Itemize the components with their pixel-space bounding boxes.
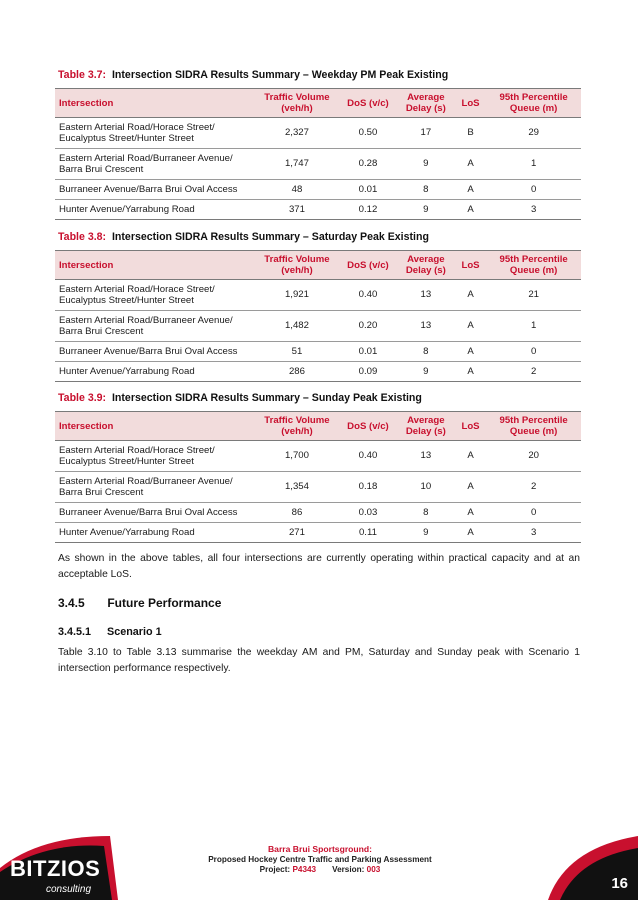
cell-95th-queue: 0 [486,180,581,200]
cell-intersection: Burraneer Avenue/Barra Brui Oval Access [55,180,255,200]
subsection-number: 3.4.5.1 [58,626,92,638]
cell-intersection: Hunter Avenue/Yarrabung Road [55,200,255,220]
table-title: Intersection SIDRA Results Summary – Saturday Peak Existing [111,231,429,243]
cell-los: A [455,180,487,200]
cell-dos: 0.01 [339,180,397,200]
header-average-delay: Average Delay (s) [397,412,455,441]
cell-dos: 0.40 [339,280,397,311]
cell-average-delay: 9 [397,523,455,543]
header-95th-queue: 95th Percentile Queue (m) [486,251,581,280]
section-title: Future Performance [107,596,222,610]
cell-traffic-volume: 1,747 [255,149,339,180]
header-intersection: Intersection [55,412,255,441]
cell-dos: 0.40 [339,441,397,472]
cell-95th-queue: 0 [486,503,581,523]
cell-los: A [455,362,487,382]
table-label: Table 3.7: [58,69,107,81]
table-title: Intersection SIDRA Results Summary – Sunday Peak Existing [111,392,422,404]
company-logo-subtext: consulting [46,884,92,895]
table-label: Table 3.9: [58,392,107,404]
cell-traffic-volume: 48 [255,180,339,200]
section-number: 3.4.5 [58,596,85,610]
header-traffic-volume: Traffic Volume (veh/h) [255,251,339,280]
cell-95th-queue: 1 [486,149,581,180]
cell-average-delay: 8 [397,180,455,200]
cell-average-delay: 13 [397,311,455,342]
footer-report-title: Proposed Hockey Centre Traffic and Parking Assessment [208,854,432,864]
header-dos: DoS (v/c) [339,89,397,118]
cell-95th-queue: 2 [486,472,581,503]
cell-average-delay: 9 [397,362,455,382]
cell-intersection: Eastern Arterial Road/Horace Street/ Eucalyptus Street/Hunter Street [55,441,255,472]
cell-traffic-volume: 286 [255,362,339,382]
footer-project-name: Barra Brui Sportsground: [267,844,373,854]
cell-los: A [455,441,487,472]
cell-traffic-volume: 1,482 [255,311,339,342]
cell-traffic-volume: 371 [255,200,339,220]
cell-traffic-volume: 271 [255,523,339,543]
cell-los: A [455,523,487,543]
cell-traffic-volume: 1,921 [255,280,339,311]
header-los: LoS [455,89,487,118]
header-95th-queue: 95th Percentile Queue (m) [486,89,581,118]
cell-intersection: Hunter Avenue/Yarrabung Road [55,523,255,543]
header-los: LoS [455,412,487,441]
cell-intersection: Eastern Arterial Road/Horace Street/ Eucalyptus Street/Hunter Street [55,118,255,149]
cell-los: A [455,503,487,523]
cell-los: B [455,118,487,149]
cell-average-delay: 8 [397,342,455,362]
cell-intersection: Eastern Arterial Road/Burraneer Avenue/ Barra Brui Crescent [55,311,255,342]
cell-dos: 0.03 [339,503,397,523]
cell-average-delay: 13 [397,280,455,311]
footer-project-version: Project: P4343 Version: 003 [259,865,381,874]
header-intersection: Intersection [55,89,255,118]
table-label: Table 3.8: [58,231,107,243]
cell-los: A [455,311,487,342]
cell-dos: 0.11 [339,523,397,543]
cell-average-delay: 10 [397,472,455,503]
cell-traffic-volume: 1,700 [255,441,339,472]
cell-intersection: Eastern Arterial Road/Horace Street/ Eucalyptus Street/Hunter Street [55,280,255,311]
header-95th-queue: 95th Percentile Queue (m) [486,412,581,441]
cell-95th-queue: 20 [486,441,581,472]
cell-95th-queue: 3 [486,200,581,220]
cell-dos: 0.12 [339,200,397,220]
cell-los: A [455,342,487,362]
company-logo: BITZIOS [10,856,101,881]
header-traffic-volume: Traffic Volume (veh/h) [255,412,339,441]
cell-traffic-volume: 51 [255,342,339,362]
cell-intersection: Hunter Avenue/Yarrabung Road [55,362,255,382]
cell-los: A [455,149,487,180]
cell-95th-queue: 1 [486,311,581,342]
cell-los: A [455,200,487,220]
cell-dos: 0.20 [339,311,397,342]
cell-95th-queue: 3 [486,523,581,543]
header-traffic-volume: Traffic Volume (veh/h) [255,89,339,118]
header-average-delay: Average Delay (s) [397,251,455,280]
cell-average-delay: 13 [397,441,455,472]
cell-intersection: Eastern Arterial Road/Burraneer Avenue/ Barra Brui Crescent [55,149,255,180]
cell-dos: 0.01 [339,342,397,362]
cell-dos: 0.50 [339,118,397,149]
cell-95th-queue: 29 [486,118,581,149]
cell-average-delay: 9 [397,200,455,220]
cell-average-delay: 9 [397,149,455,180]
header-dos: DoS (v/c) [339,412,397,441]
subsection-title: Scenario 1 [107,626,162,638]
cell-intersection: Eastern Arterial Road/Burraneer Avenue/ Barra Brui Crescent [55,472,255,503]
cell-traffic-volume: 1,354 [255,472,339,503]
body-paragraph: Table 3.10 to Table 3.13 summarise the weekday AM and PM, Saturday and Sunday peak with Scenario 1 intersection performance respectively. [58,647,580,674]
cell-average-delay: 8 [397,503,455,523]
footer-info [150,844,490,876]
cell-traffic-volume: 2,327 [255,118,339,149]
header-dos: DoS (v/c) [339,251,397,280]
cell-95th-queue: 2 [486,362,581,382]
page-number: 16 [611,875,628,892]
cell-dos: 0.28 [339,149,397,180]
header-average-delay: Average Delay (s) [397,89,455,118]
table-title: Intersection SIDRA Results Summary – Weekday PM Peak Existing [111,69,449,81]
cell-intersection: Burraneer Avenue/Barra Brui Oval Access [55,342,255,362]
cell-95th-queue: 0 [486,342,581,362]
cell-95th-queue: 21 [486,280,581,311]
cell-dos: 0.09 [339,362,397,382]
cell-los: A [455,472,487,503]
cell-dos: 0.18 [339,472,397,503]
cell-intersection: Burraneer Avenue/Barra Brui Oval Access [55,503,255,523]
header-intersection: Intersection [55,251,255,280]
cell-traffic-volume: 86 [255,503,339,523]
cell-los: A [455,280,487,311]
body-paragraph: As shown in the above tables, all four intersections are currently operating within practical capacity and at an acceptable LoS. [58,553,580,580]
header-los: LoS [455,251,487,280]
cell-average-delay: 17 [397,118,455,149]
